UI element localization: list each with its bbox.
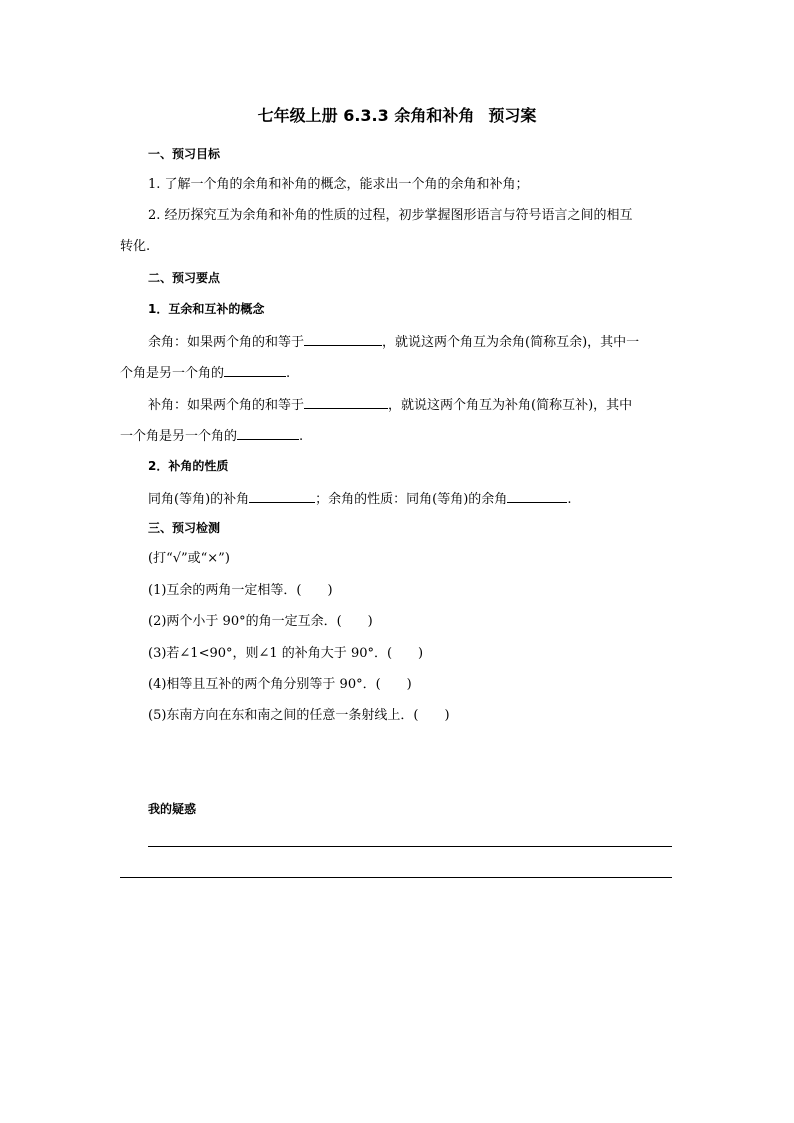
subheading-concepts: 1．互余和互补的概念 bbox=[148, 302, 265, 316]
supplementary-suffix: ，就说这两个角互为补角(简称互补)，其中 bbox=[388, 398, 633, 413]
check-question-1: (1)互余的两角一定相等．( ) bbox=[148, 583, 333, 598]
complementary-definition-line-2 bbox=[120, 362, 680, 384]
answer-blank[interactable] bbox=[304, 394, 388, 409]
check-question-4: (4)相等且互补的两个角分别等于 90°．( ) bbox=[148, 677, 412, 692]
doubts-writing-line-2[interactable] bbox=[120, 877, 672, 878]
answer-blank[interactable] bbox=[237, 425, 299, 440]
goal-item-2-line-1: 2. 经历探究互为余角和补角的性质的过程，初步掌握图形语言与符号语言之间的相互 bbox=[148, 208, 633, 223]
supplementary-prefix: 补角：如果两个角的和等于 bbox=[148, 398, 305, 413]
complementary-suffix: ，就说这两个角互为余角(简称互余)，其中一 bbox=[382, 335, 640, 350]
page-title bbox=[0, 104, 794, 128]
supplementary-line2-prefix: 一个角是另一个角的 bbox=[120, 429, 238, 444]
property-suffix: . bbox=[567, 492, 572, 507]
goal-item-2-line-2: 转化. bbox=[120, 239, 151, 254]
complementary-line2-prefix: 个角是另一个角的 bbox=[120, 366, 225, 381]
supplementary-definition-line-1 bbox=[148, 394, 708, 416]
complementary-prefix: 余角：如果两个角的和等于 bbox=[148, 335, 305, 350]
section-heading-key-points: 二、预习要点 bbox=[148, 271, 221, 285]
answer-blank[interactable] bbox=[304, 331, 382, 346]
answer-blank[interactable] bbox=[507, 488, 567, 503]
doubts-writing-line-1[interactable] bbox=[148, 846, 672, 847]
check-instruction: (打“√”或“×”) bbox=[148, 551, 230, 566]
check-question-5: (5)东南方向在东和南之间的任意一条射线上．( ) bbox=[148, 708, 450, 723]
property-complement-prefix: ；余角的性质：同角(等角)的余角 bbox=[315, 492, 508, 507]
answer-blank[interactable] bbox=[249, 488, 315, 503]
complementary-line2-suffix: . bbox=[286, 366, 291, 381]
supplementary-line2-suffix: . bbox=[299, 429, 304, 444]
properties-line bbox=[148, 488, 708, 510]
title-main: 七年级上册 6.3.3 余角和补角 bbox=[257, 106, 475, 125]
section-heading-goals: 一、预习目标 bbox=[148, 147, 221, 161]
title-suffix: 预习案 bbox=[488, 106, 537, 125]
subheading-properties: 2．补角的性质 bbox=[148, 459, 229, 473]
doubts-heading: 我的疑惑 bbox=[148, 802, 197, 816]
check-question-3: (3)若∠1<90°，则∠1 的补角大于 90°．( ) bbox=[148, 646, 424, 661]
complementary-definition-line-1 bbox=[148, 331, 708, 353]
goal-item-1: 1. 了解一个角的余角和补角的概念，能求出一个角的余角和补角； bbox=[148, 177, 529, 192]
answer-blank[interactable] bbox=[224, 362, 286, 377]
check-question-2: (2)两个小于 90°的角一定互余．( ) bbox=[148, 614, 373, 629]
section-heading-check: 三、预习检测 bbox=[148, 521, 221, 535]
property-supplement-prefix: 同角(等角)的补角 bbox=[148, 492, 250, 507]
supplementary-definition-line-2 bbox=[120, 425, 680, 447]
